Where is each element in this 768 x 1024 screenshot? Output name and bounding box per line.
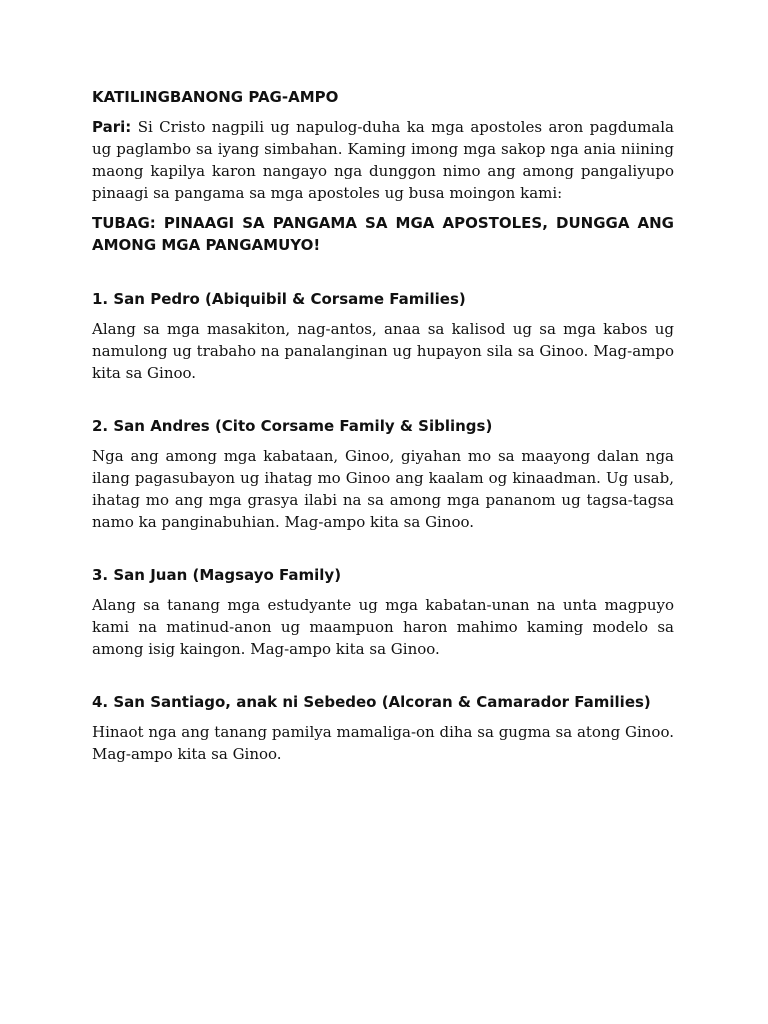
intention-body: Nga ang among mga kabataan, Ginoo, giyahan mo sa maayong dalan nga ilang pagasubayon ug ihatag mo Ginoo ang kaalam og kinaadman. Ug usab, ihatag mo ang mga grasya ilabi na sa among mga pananom ug tagsa-tagsa namo ka panginabuhian. Mag-ampo kita sa Ginoo. bbox=[92, 447, 674, 531]
intention-item bbox=[92, 288, 674, 384]
intention-heading bbox=[92, 415, 674, 437]
intro-paragraph bbox=[92, 116, 674, 204]
intention-body: Alang sa mga masakiton, nag-antos, anaa sa kalisod ug sa mga kabos ug namulong ug trabaho na panalanginan ug hupayon sila sa Ginoo. Mag-ampo kita sa Ginoo. bbox=[92, 320, 674, 382]
speaker-label: Pari: bbox=[92, 118, 132, 136]
intention-heading bbox=[92, 564, 674, 586]
intention-heading bbox=[92, 288, 674, 310]
intention-item bbox=[92, 691, 674, 765]
document-content bbox=[92, 86, 674, 796]
intention-body: Alang sa tanang mga estudyante ug mga kabatan-unan na unta magpuyo kami na matinud-anon ug maampuon haron mahimo kaming modelo sa among isig kaingon. Mag-ampo kita sa Ginoo. bbox=[92, 596, 674, 658]
intention-saint: San Andres (Cito Corsame Family & Siblings) bbox=[113, 417, 493, 435]
intention-saint: San Santiago, anak ni Sebedeo (Alcoran & Camarador Families) bbox=[113, 693, 651, 711]
intention-heading bbox=[92, 691, 674, 713]
intention-number: 1. bbox=[92, 290, 109, 308]
intro-text: Si Cristo nagpili ug napulog-duha ka mga apostoles aron pagdumala ug paglambo sa iyang simbahan. Kaming imong mga sakop nga ania niining maong kapilya karon nangayo nga dunggon nimo ang among pangaliyupo pinaagi sa pangama sa mga apostoles ug busa moingon kami: bbox=[92, 118, 674, 202]
intention-item bbox=[92, 415, 674, 533]
intention-number: 4. bbox=[92, 693, 109, 711]
intention-saint: San Pedro (Abiquibil & Corsame Families) bbox=[113, 290, 466, 308]
intention-saint: San Juan (Magsayo Family) bbox=[113, 566, 342, 584]
document-title: KATILINGBANONG PAG-AMPO bbox=[92, 88, 339, 106]
intention-body: Hinaot nga ang tanang pamilya mamaliga-on diha sa gugma sa atong Ginoo. Mag-ampo kita sa Ginoo. bbox=[92, 723, 674, 763]
response-line: TUBAG: PINAAGI SA PANGAMA SA MGA APOSTOLES, DUNGGA ANG AMONG MGA PANGAMUYO! bbox=[92, 214, 674, 254]
intention-number: 3. bbox=[92, 566, 109, 584]
intention-item bbox=[92, 564, 674, 660]
intention-number: 2. bbox=[92, 417, 109, 435]
